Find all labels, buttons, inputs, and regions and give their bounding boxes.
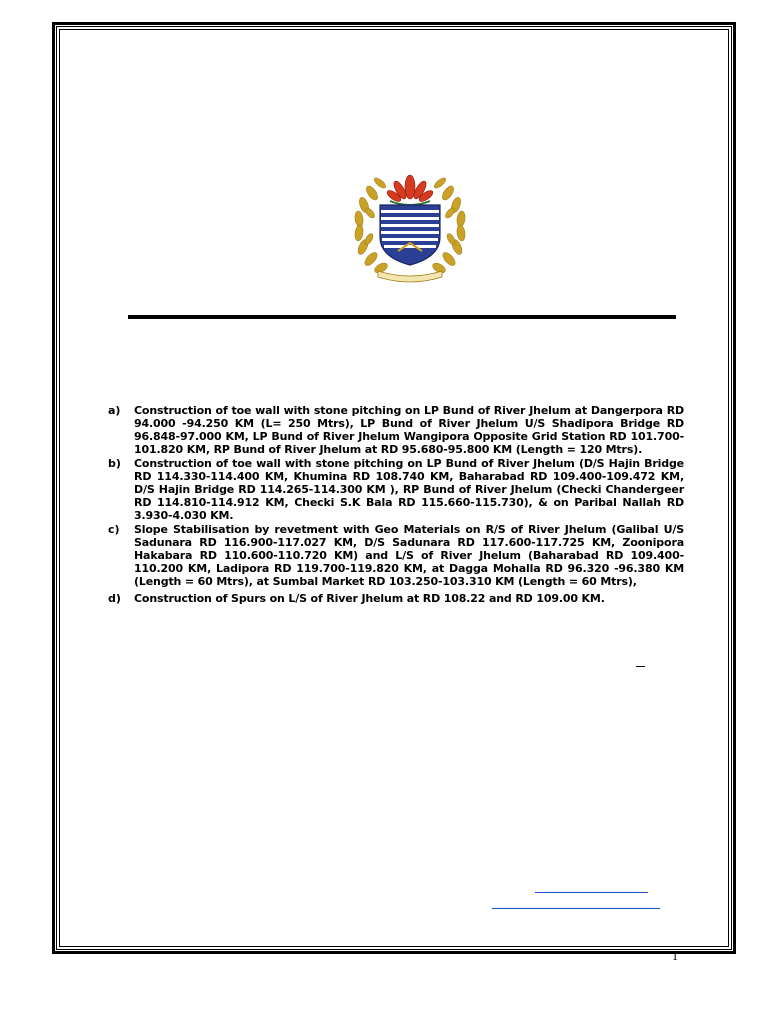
list-item-text: Slope Stabilisation by revetment with Geo Materials on R/S of River Jhelum (Galibal U/S Sadunara RD 116.900-117.027 KM, D/S Sadunara RD 117.600-117.725 KM, Zoonipora Hakabara RD 110.600-110.720 KM) and L/S of River Jhelum (Baharabad RD 109.400-110.200 KM, Ladipora RD 119.700-119.820 KM, at Dagga Mohalla RD 96.320 -96.380 KM (Length = 60 Mtrs), at Sumbal Market RD 103.250-103.310 KM (Length = 60 Mtrs),	[134, 523, 684, 588]
list-item	[108, 457, 708, 522]
list-item-label: a)	[108, 404, 121, 417]
list-item	[108, 592, 708, 605]
list-item-text: Construction of toe wall with stone pitching on LP Bund of River Jhelum (D/S Hajin Bridge RD 114.330-114.400 KM, Khumina RD 108.740 KM, Baharabad RD 109.400-109.472 KM, D/S Hajin Bridge RD 114.265-114.300 KM ), RP Bund of River Jhelum (Checki Chandergeer RD 114.810-114.912 KM, Checki S.K Bala RD 115.660-115.730), & on Paribal Nallah RD 3.930-4.030 KM.	[134, 457, 684, 522]
horizontal-rule	[128, 315, 676, 319]
hyperlink-underline[interactable]	[535, 892, 648, 893]
list-item-text: Construction of toe wall with stone pitching on LP Bund of River Jhelum at Dangerpora RD 94.000 -94.250 KM (L= 250 Mtrs), LP Bund of River Jhelum U/S Shadipora Bridge RD 96.848-97.000 KM, LP Bund of River Jhelum Wangipora Opposite Grid Station RD 101.700-101.820 KM, RP Bund of River Jhelum at RD 95.680-95.800 KM (Length = 120 Mtrs).	[134, 404, 684, 456]
list-item-label: c)	[108, 523, 120, 536]
list-item	[108, 523, 708, 588]
works-list	[108, 404, 708, 606]
list-item-label: b)	[108, 457, 121, 470]
state-emblem-icon	[350, 163, 470, 287]
list-item-text: Construction of Spurs on L/S of River Jhelum at RD 108.22 and RD 109.00 KM.	[134, 592, 605, 605]
hyperlink-underline[interactable]	[492, 908, 660, 909]
list-item-label: d)	[108, 592, 121, 605]
page-number: 1	[672, 949, 678, 963]
list-item	[108, 404, 708, 456]
stray-underscore-mark	[636, 666, 645, 667]
